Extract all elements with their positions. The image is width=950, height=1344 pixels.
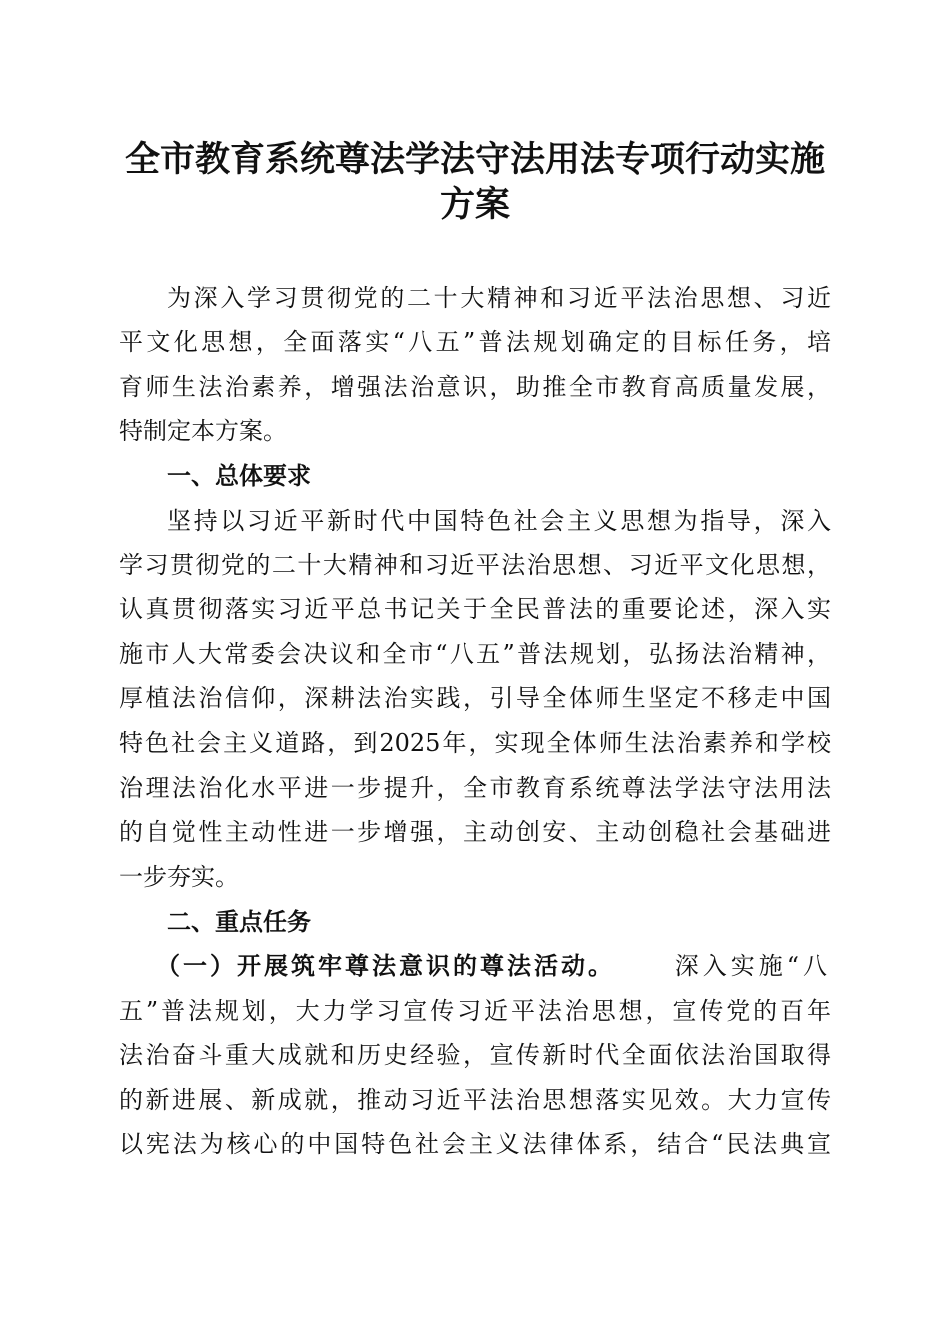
intro-line: 为深入学习贯彻党的二十大精神和习近平法治思想、习近 bbox=[167, 284, 831, 312]
body-line: 法治奋斗重大成就和历史经验，宣传新时代全面依法治国取得 bbox=[119, 1041, 831, 1069]
body-line: 的自觉性主动性进一步增强，主动创安、主动创稳社会基础进 bbox=[119, 818, 831, 846]
body-line: 特色社会主义道路，到2025年，实现全体师生法治素养和学校 bbox=[119, 729, 831, 757]
body-line: 一步夯实。 bbox=[119, 863, 239, 891]
section-heading: 二、重点任务 bbox=[167, 908, 311, 936]
body-line bbox=[156, 951, 831, 981]
body-line: 坚持以习近平新时代中国特色社会主义思想为指导，深入 bbox=[167, 507, 831, 535]
body-text: 深入实施“八 bbox=[674, 952, 831, 980]
body-line: 认真贯彻落实习近平总书记关于全民普法的重要论述，深入实 bbox=[119, 595, 831, 623]
sub-heading: （一）开展筑牢尊法意识的尊法活动。 bbox=[156, 951, 615, 980]
body-line: 治理法治化水平进一步提升，全市教育系统尊法学法守法用法 bbox=[119, 774, 831, 802]
intro-line: 特制定本方案。 bbox=[119, 417, 287, 445]
intro-line: 平文化思想，全面落实“八五”普法规划确定的目标任务，培 bbox=[119, 328, 831, 356]
body-line: 厚植法治信仰，深耕法治实践，引导全体师生坚定不移走中国 bbox=[119, 684, 831, 712]
section-heading: 一、总体要求 bbox=[167, 462, 311, 490]
body-line: 的新进展、新成就，推动习近平法治思想落实见效。大力宣传 bbox=[119, 1086, 831, 1114]
body-line: 学习贯彻党的二十大精神和习近平法治思想、习近平文化思想， bbox=[119, 551, 831, 579]
body-line: 以宪法为核心的中国特色社会主义法律体系，结合“民法典宣 bbox=[119, 1130, 831, 1158]
intro-line: 育师生法治素养，增强法治意识，助推全市教育高质量发展， bbox=[119, 373, 831, 401]
document-title-line-2: 方案 bbox=[439, 184, 510, 225]
body-line: 施市人大常委会决议和全市“八五”普法规划，弘扬法治精神， bbox=[119, 640, 831, 668]
document-title-line-1: 全市教育系统尊法学法守法用法专项行动实施 bbox=[124, 139, 825, 180]
body-line: 五”普法规划，大力学习宣传习近平法治思想，宣传党的百年 bbox=[119, 997, 831, 1025]
